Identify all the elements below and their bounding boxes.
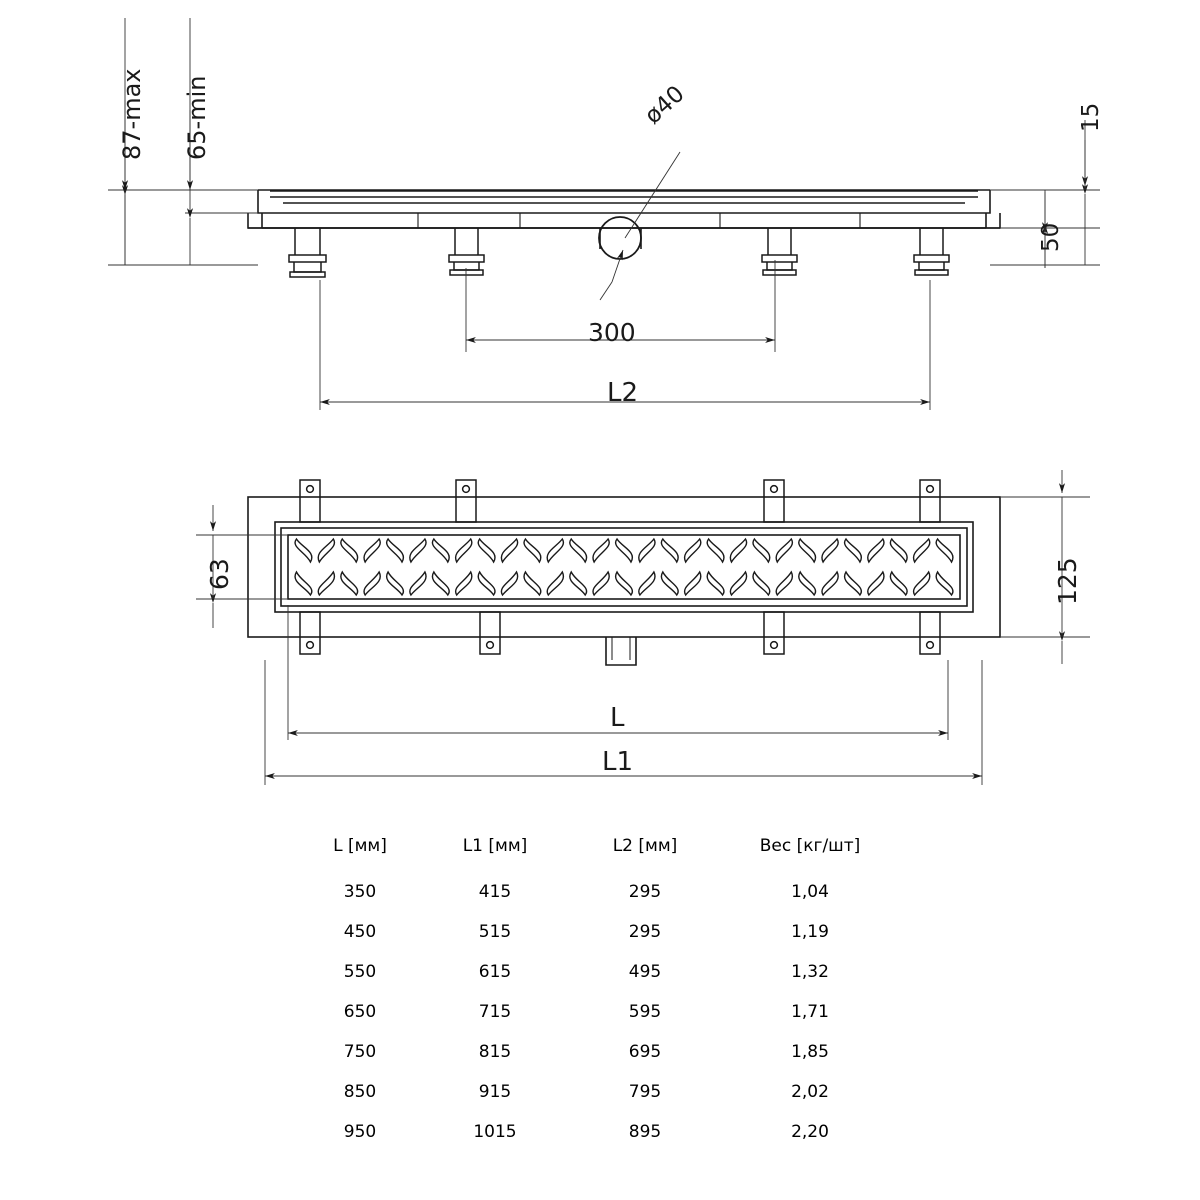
table-cell: 850: [343, 1082, 377, 1102]
table-cell: 695: [628, 1042, 662, 1062]
table-row: [300, 872, 900, 912]
col-header-l2: L2 [мм]: [612, 836, 678, 856]
dim-label-63: 63: [205, 558, 234, 590]
table-cell: 650: [343, 1002, 377, 1022]
table-cell: 815: [478, 1042, 512, 1062]
table-cell: 295: [628, 882, 662, 902]
dim-label-outlet-diameter: ø40: [640, 80, 690, 130]
dim-label-65-min: 65-min: [183, 75, 211, 160]
table-cell: 515: [478, 922, 512, 942]
table-row: [300, 1072, 900, 1112]
table-cell: 550: [343, 962, 377, 982]
table-cell: 495: [628, 962, 662, 982]
dim-label-50: 50: [1038, 222, 1064, 252]
table-row: [300, 912, 900, 952]
table-row: [300, 1112, 900, 1152]
side-view-dimension-lines: [108, 18, 1100, 410]
table-cell: 350: [343, 882, 377, 902]
top-view-geometry: [248, 480, 1000, 665]
table-cell: 1015: [473, 1122, 517, 1142]
table-header-row: [300, 830, 900, 872]
table-cell: 715: [478, 1002, 512, 1022]
table-cell: 950: [343, 1122, 377, 1142]
col-header-weight: Вес [кг/шт]: [759, 836, 861, 856]
top-view-dimension-lines: [196, 470, 1090, 785]
table-cell: 450: [343, 922, 377, 942]
table-cell: 750: [343, 1042, 377, 1062]
col-header-l1: L1 [мм]: [462, 836, 528, 856]
table-cell: 895: [628, 1122, 662, 1142]
table-row: [300, 1032, 900, 1072]
col-header-l: L [мм]: [333, 836, 387, 856]
table-cell: 595: [628, 1002, 662, 1022]
table-cell: 1,04: [791, 882, 829, 902]
dim-label-l: L: [610, 703, 625, 733]
table-row: [300, 992, 900, 1032]
side-view-geometry: [248, 190, 1000, 277]
dim-label-15: 15: [1078, 102, 1104, 132]
dim-label-l2: L2: [607, 378, 639, 408]
table-cell: 2,20: [791, 1122, 829, 1142]
table-cell: 415: [478, 882, 512, 902]
table-cell: 295: [628, 922, 662, 942]
table-cell: 1,32: [791, 962, 829, 982]
table-cell: 795: [628, 1082, 662, 1102]
table-cell: 615: [478, 962, 512, 982]
table-cell: 915: [478, 1082, 512, 1102]
dim-label-87-max: 87-max: [118, 68, 146, 160]
dim-label-125: 125: [1053, 557, 1082, 605]
table-cell: 1,19: [791, 922, 829, 942]
grate-pattern: [295, 539, 953, 595]
table-cell: 1,71: [791, 1002, 829, 1022]
dim-label-300: 300: [588, 318, 636, 347]
table-row: [300, 952, 900, 992]
specification-table: [300, 830, 900, 1152]
table-cell: 2,02: [791, 1082, 829, 1102]
table-cell: 1,85: [791, 1042, 829, 1062]
dim-label-l1: L1: [602, 747, 634, 777]
